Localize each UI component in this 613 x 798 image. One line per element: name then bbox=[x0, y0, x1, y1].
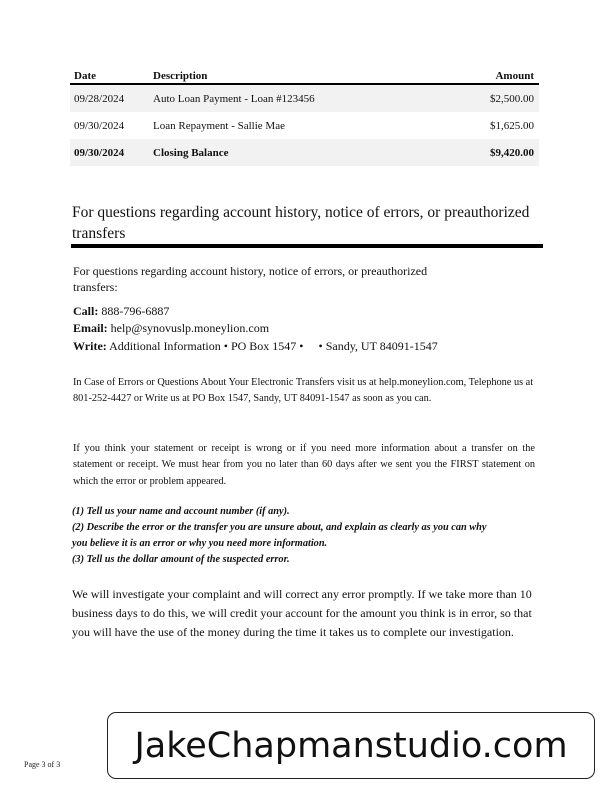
contact-call bbox=[73, 303, 169, 319]
statement-paragraph: If you think your statement or receipt is wrong or if you need more information about a transfer on the statement or receipt. We must hear from you no later than 60 days after we sent you the FIRST statement on which the error or problem appeared. bbox=[73, 443, 535, 487]
step-item: (2) Describe the error or the transfer you are unsure about, and explain as clearly as you can why bbox=[72, 522, 487, 533]
column-header-amount: Amount bbox=[495, 70, 534, 82]
call-label: Call: bbox=[73, 304, 99, 318]
row-description: Loan Repayment - Sallie Mae bbox=[153, 120, 285, 132]
contact-write bbox=[73, 338, 438, 354]
watermark-text: JakeChapmanstudio.com bbox=[134, 725, 568, 766]
row-amount: $1,625.00 bbox=[490, 120, 534, 132]
write-label: Write: bbox=[73, 339, 107, 353]
instruction-steps bbox=[72, 504, 542, 568]
row-date: 09/28/2024 bbox=[74, 93, 125, 105]
table-row bbox=[70, 112, 539, 139]
email-label: Email: bbox=[73, 321, 108, 335]
investigation-paragraph: We will investigate your complaint and will correct any error promptly. If we take more than 10 business days to do this, we will credit your account for the amount you think is in error, so that you will have the use of the money during the time it takes us to complete our investigation. bbox=[72, 587, 532, 639]
table-row bbox=[70, 85, 539, 112]
transactions-table bbox=[70, 67, 539, 166]
step-item: you believe it is an error or why you need more information. bbox=[72, 538, 328, 549]
row-description: Auto Loan Payment - Loan #123456 bbox=[153, 93, 315, 105]
watermark-stamp bbox=[107, 712, 595, 779]
mailing-address: Additional Information • PO Box 1547 • • Sandy, UT 84091-1547 bbox=[109, 339, 438, 353]
section-title: For questions regarding account history, notice of errors, or preauthorized transfers bbox=[72, 204, 530, 242]
phone-number: 888-796-6887 bbox=[101, 304, 170, 318]
table-header bbox=[70, 67, 539, 85]
row-date: 09/30/2024 bbox=[74, 147, 125, 159]
row-description: Closing Balance bbox=[153, 147, 229, 159]
page-number: Page 3 of 3 bbox=[24, 760, 61, 769]
column-header-description: Description bbox=[153, 70, 208, 82]
section-divider bbox=[71, 244, 543, 248]
contact-email bbox=[73, 320, 269, 336]
step-item: (1) Tell us your name and account number (if any). bbox=[72, 506, 290, 517]
row-amount: $9,420.00 bbox=[490, 147, 534, 159]
errors-paragraph: In Case of Errors or Questions About Your Electronic Transfers visit us at help.moneylion.com, Telephone us at 801-252-4427 or Write us at PO Box 1547, Sandy, UT 84091-1547 as soon as you can. bbox=[73, 377, 534, 405]
closing-balance-row bbox=[70, 139, 539, 166]
step-item: (3) Tell us the dollar amount of the suspected error. bbox=[72, 554, 290, 565]
row-amount: $2,500.00 bbox=[490, 93, 534, 105]
row-date: 09/30/2024 bbox=[74, 120, 125, 132]
column-header-date: Date bbox=[74, 70, 96, 82]
email-address: help@synovuslp.moneylion.com bbox=[110, 321, 270, 335]
intro-text: For questions regarding account history, notice of errors, or preauthorized transfers: bbox=[73, 264, 428, 294]
